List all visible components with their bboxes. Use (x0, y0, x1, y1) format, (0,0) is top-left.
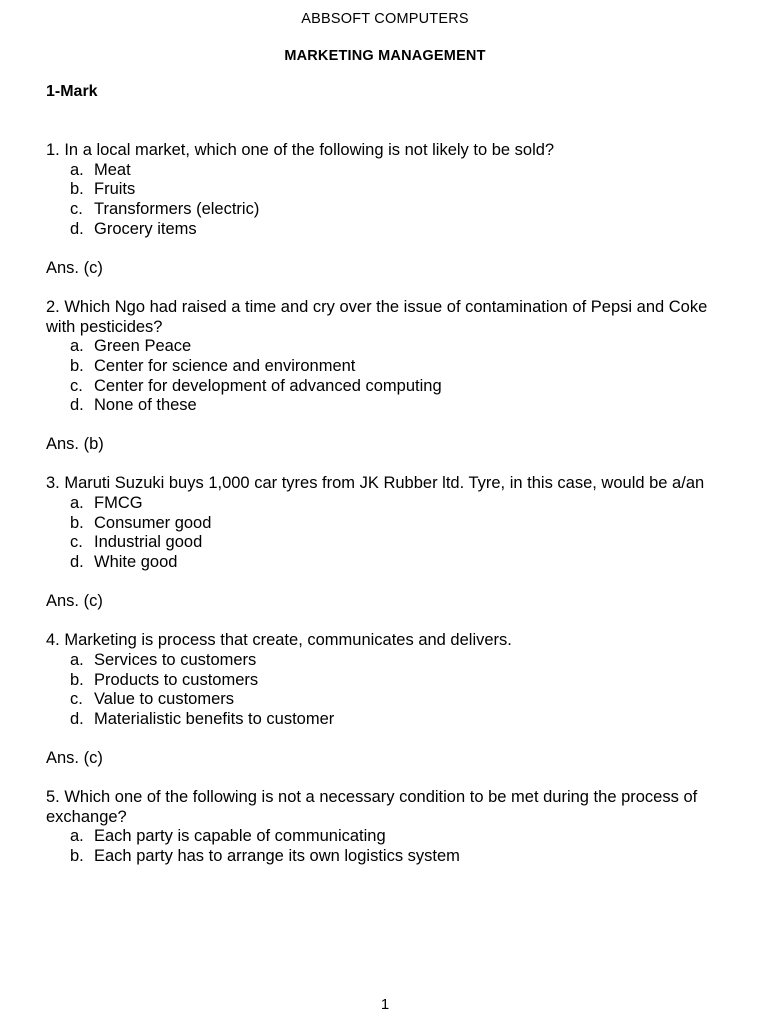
option-item (46, 337, 726, 357)
option-item (46, 827, 726, 847)
company-header: ABBSOFT COMPUTERS (301, 11, 469, 27)
option-list (46, 161, 726, 240)
option-letter: d. (70, 396, 84, 415)
question-list (46, 141, 726, 886)
question-text: 3. Maruti Suzuki buys 1,000 car tyres from JK Rubber ltd. Tyre, in this case, would be a/an (46, 474, 705, 493)
option-letter: b. (70, 356, 84, 375)
answer-text: Ans. (c) (46, 258, 103, 277)
subject-title: MARKETING MANAGEMENT (284, 48, 486, 64)
option-item (46, 357, 726, 377)
option-text: Transformers (electric) (94, 200, 260, 219)
option-letter: b. (70, 180, 84, 199)
option-list (46, 827, 726, 866)
option-text: Fruits (94, 180, 136, 199)
page-number: 1 (380, 996, 390, 1013)
option-text: Materialistic benefits to customer (94, 709, 335, 728)
option-letter: d. (70, 709, 84, 728)
option-text: Services to customers (94, 650, 257, 669)
option-letter: c. (70, 200, 83, 219)
option-item (46, 494, 726, 514)
option-list (46, 494, 726, 573)
option-item (46, 514, 726, 534)
option-letter: b. (70, 847, 84, 866)
option-text: Center for science and environment (94, 356, 356, 375)
question-text: 5. Which one of the following is not a necessary condition to be met during the process of exchange? (46, 787, 698, 826)
option-list (46, 337, 726, 416)
option-text: Value to customers (94, 690, 235, 709)
option-item (46, 161, 726, 181)
question-block-4 (46, 631, 726, 769)
question-text: 1. In a local market, which one of the following is not likely to be sold? (46, 141, 555, 159)
option-text: Industrial good (94, 533, 203, 552)
question-block-3 (46, 474, 726, 612)
option-text: Consumer good (94, 513, 212, 532)
question-text: 4. Marketing is process that create, communicates and delivers. (46, 631, 512, 650)
option-item (46, 533, 726, 553)
option-item (46, 377, 726, 397)
option-text: White good (94, 553, 178, 572)
option-item (46, 220, 726, 240)
question-block-1 (46, 141, 726, 279)
option-text: Meat (94, 160, 131, 179)
option-text: Each party is capable of communicating (94, 827, 386, 846)
option-letter: a. (70, 160, 84, 179)
answer-text: Ans. (b) (46, 435, 104, 454)
option-item (46, 396, 726, 416)
option-text: FMCG (94, 494, 143, 513)
option-letter: b. (70, 513, 84, 532)
option-letter: a. (70, 494, 84, 513)
option-letter: c. (70, 690, 83, 709)
answer-text: Ans. (c) (46, 748, 103, 767)
option-text: Products to customers (94, 670, 259, 689)
answer-text: Ans. (c) (46, 592, 103, 611)
section-label: 1-Mark (46, 83, 98, 100)
option-text: Center for development of advanced computing (94, 376, 442, 395)
option-text: Green Peace (94, 337, 192, 356)
option-item (46, 710, 726, 730)
option-item (46, 847, 726, 867)
option-letter: d. (70, 553, 84, 572)
option-item (46, 671, 726, 691)
option-item (46, 651, 726, 671)
option-text: Each party has to arrange its own logistics system (94, 847, 460, 866)
option-letter: c. (70, 376, 83, 395)
option-letter: a. (70, 650, 84, 669)
question-text: 2. Which Ngo had raised a time and cry over the issue of contamination of Pepsi and Coke with pesticides? (46, 297, 708, 336)
option-letter: b. (70, 670, 84, 689)
question-block-2 (46, 298, 726, 455)
option-item (46, 200, 726, 220)
option-item (46, 180, 726, 200)
question-block-5 (46, 788, 726, 867)
option-item (46, 690, 726, 710)
option-letter: a. (70, 337, 84, 356)
option-letter: d. (70, 219, 84, 238)
option-text: Grocery items (94, 219, 197, 238)
option-list (46, 651, 726, 730)
option-text: None of these (94, 396, 197, 415)
option-letter: c. (70, 533, 83, 552)
option-item (46, 553, 726, 573)
option-letter: a. (70, 827, 84, 846)
